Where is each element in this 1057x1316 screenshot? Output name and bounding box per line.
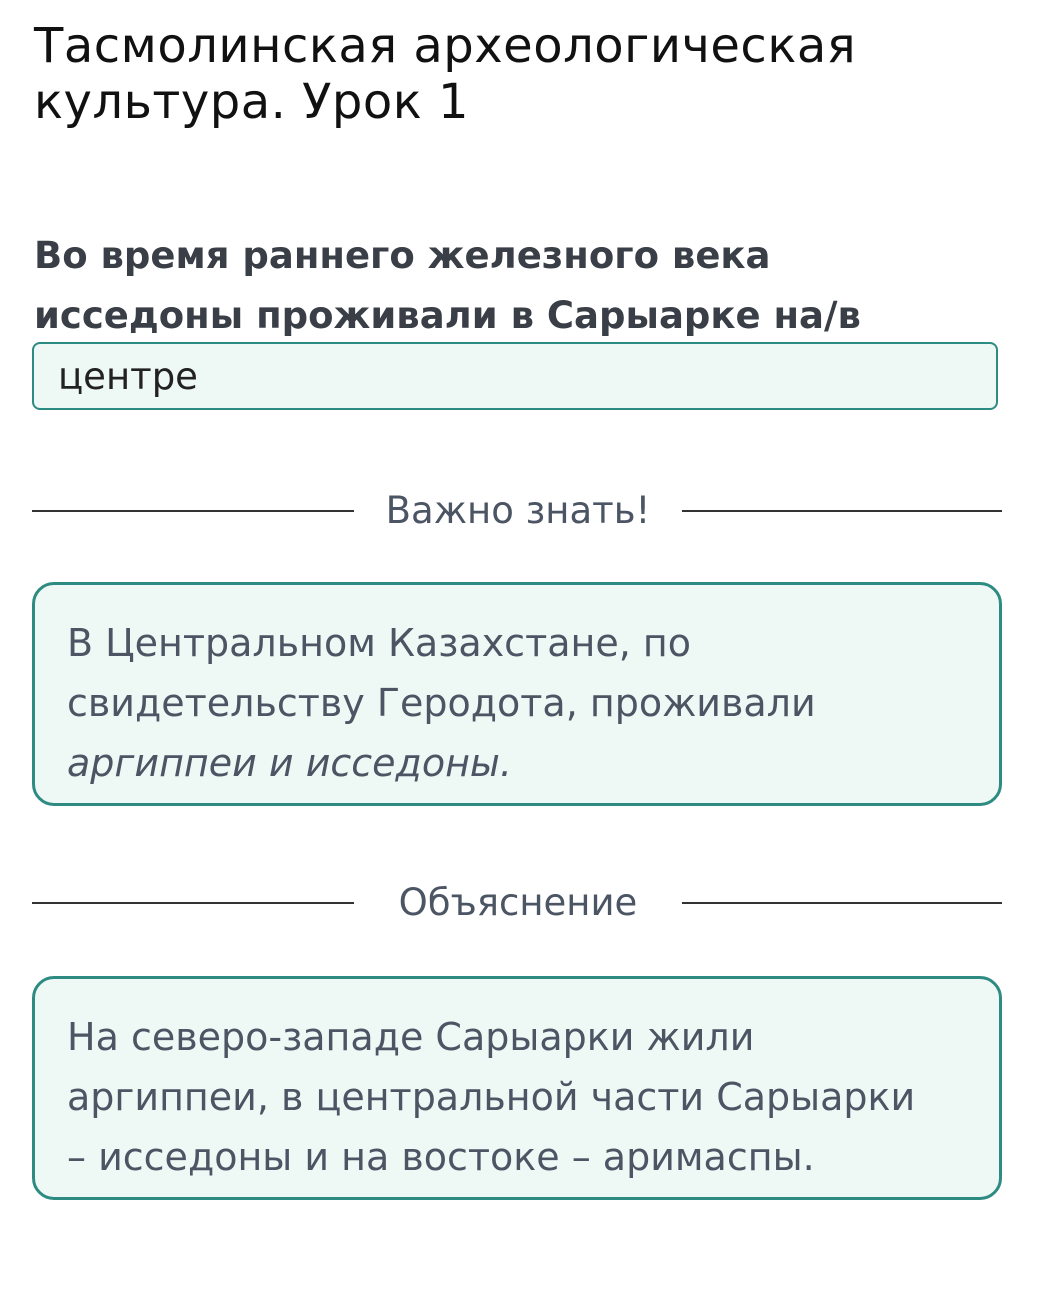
- explanation-line-3: – исседоны и на востоке – аримаспы.: [67, 1135, 815, 1179]
- explanation-heading: Объяснение: [398, 881, 638, 924]
- important-line-2: свидетельству Геродота, проживали: [67, 681, 816, 725]
- question-line-1: Во время раннего железного века: [34, 234, 771, 277]
- divider-line-left: [32, 902, 354, 904]
- important-heading: Важно знать!: [385, 489, 651, 532]
- explanation-divider: [32, 878, 1002, 928]
- divider-line-right: [682, 510, 1002, 512]
- answer-field[interactable]: [32, 342, 998, 410]
- important-divider: [32, 486, 1002, 536]
- important-line-3: аргиппеи и исседоны.: [67, 741, 512, 785]
- question-text: [34, 226, 1014, 346]
- divider-line-left: [32, 510, 354, 512]
- explanation-line-2: аргиппеи, в центральной части Сарыарки: [67, 1075, 916, 1119]
- answer-value: центре: [58, 355, 198, 398]
- page-title-line-2: культура. Урок 1: [34, 74, 470, 130]
- question-line-2: исседоны проживали в Сарыарке на/в: [34, 294, 861, 337]
- important-info-box: [32, 582, 1002, 806]
- explanation-line-1: На северо-западе Сарыарки жили: [67, 1015, 755, 1059]
- page-title: [34, 18, 1014, 130]
- page-title-line-1: Тасмолинская археологическая: [34, 18, 857, 74]
- important-line-1: В Центральном Казахстане, по: [67, 621, 691, 665]
- divider-line-right: [682, 902, 1002, 904]
- explanation-info-box: [32, 976, 1002, 1200]
